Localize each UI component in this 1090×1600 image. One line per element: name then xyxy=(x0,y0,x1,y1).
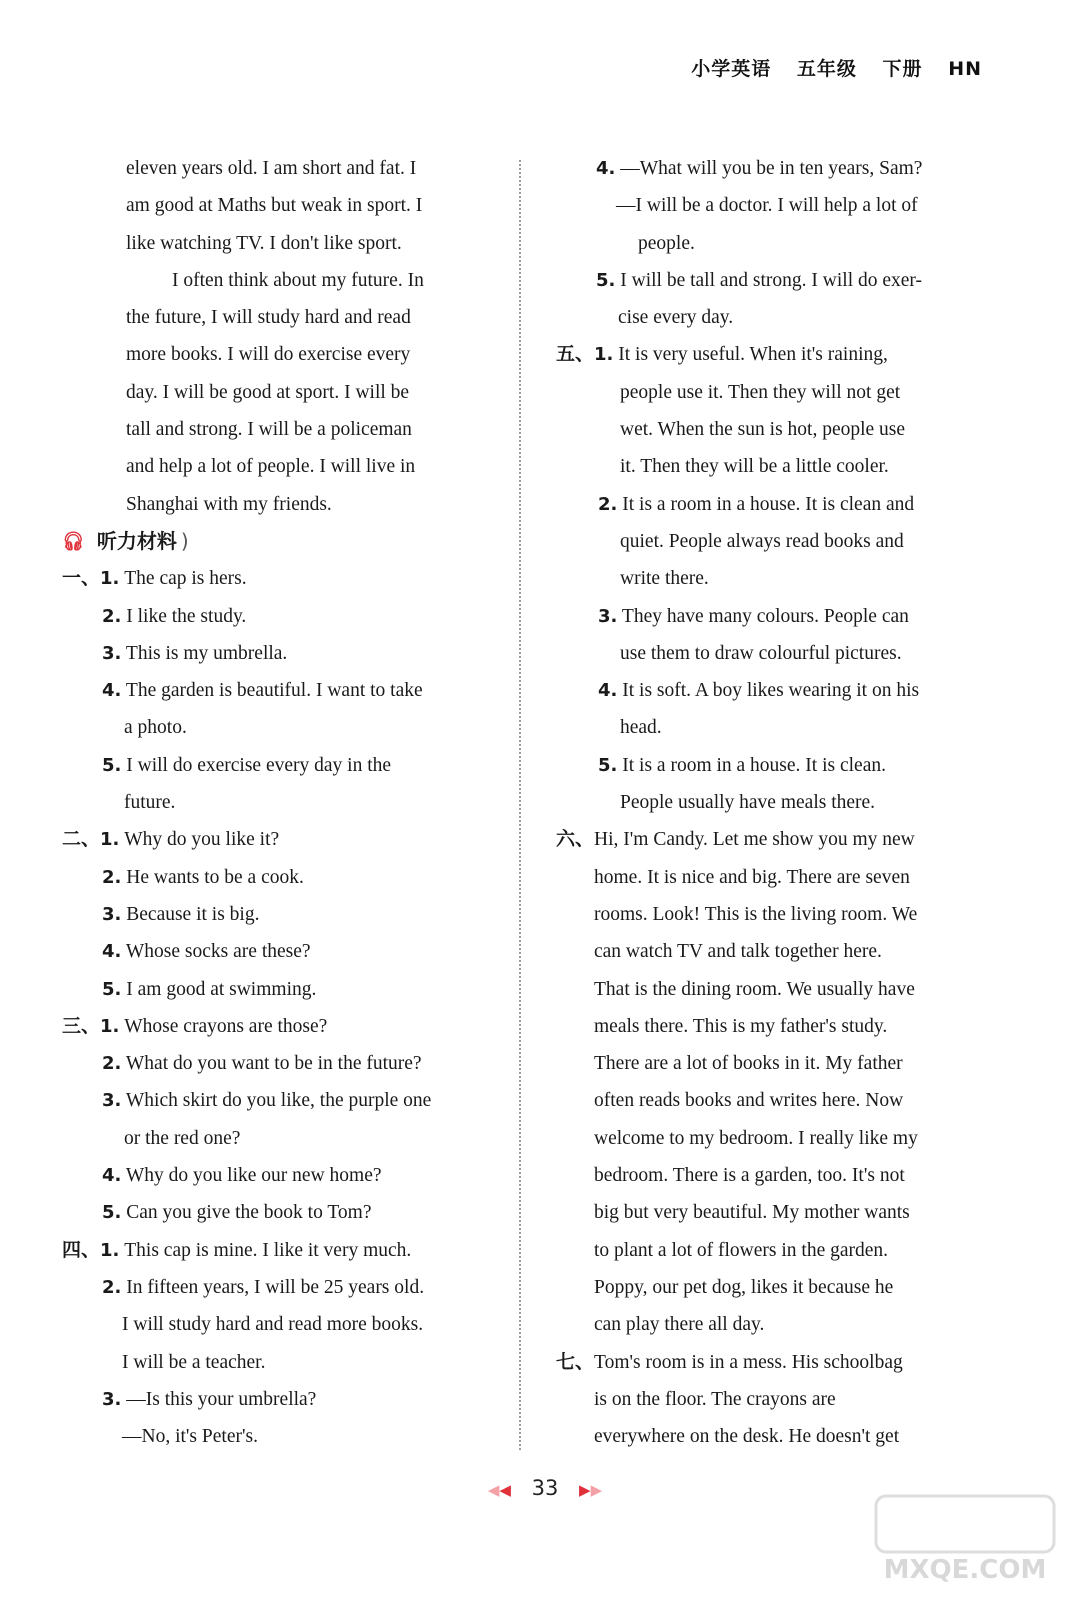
list-item: 4. It is soft. A boy likes wearing it on his xyxy=(598,680,920,702)
paragraph-line: bedroom. There is a garden, too. It's not xyxy=(594,1165,905,1187)
essay-line: tall and strong. I will be a policeman xyxy=(126,419,412,441)
header-edition: HN xyxy=(948,58,982,80)
header-grade: 五年级 xyxy=(796,58,857,80)
page-number: 33 xyxy=(531,1476,559,1500)
paragraph-line: often reads books and writes here. Now xyxy=(594,1090,904,1112)
watermark-logo xyxy=(870,1492,1060,1588)
list-item-continued: head. xyxy=(620,717,662,739)
list-item: 4. Why do you like our new home? xyxy=(102,1165,382,1187)
essay-line: more books. I will do exercise every xyxy=(126,344,411,366)
headphone-icon: 🎧︎ xyxy=(62,530,85,552)
list-item: 5. I will do exercise every day in the xyxy=(102,754,392,776)
list-item-continued: —No, it's Peter's. xyxy=(122,1426,258,1448)
list-item: 五、1. It is very useful. When it's raining, xyxy=(556,343,888,366)
header-volume: 下册 xyxy=(882,58,923,80)
essay-line: the future, I will study hard and read xyxy=(126,307,411,329)
list-item-continued: wet. When the sun is hot, people use xyxy=(620,419,906,441)
list-item: 3. This is my umbrella. xyxy=(102,642,288,664)
list-item-continued: —I will be a doctor. I will help a lot of xyxy=(616,195,918,217)
list-item-continued: people use it. Then they will not get xyxy=(620,381,901,403)
paragraph-line: 七、Tom's room is in a mess. His schoolbag xyxy=(556,1350,903,1373)
list-item: 3. —Is this your umbrella? xyxy=(102,1388,317,1410)
list-item: 4. —What will you be in ten years, Sam? xyxy=(596,158,923,179)
paragraph-line: That is the dining room. We usually have xyxy=(594,978,915,1000)
paragraph-line: welcome to my bedroom. I really like my xyxy=(594,1127,918,1149)
list-item-continued: I will be a teacher. xyxy=(122,1351,266,1373)
list-item-continued: quiet. People always read books and xyxy=(620,530,904,552)
essay-line: Shanghai with my friends. xyxy=(126,493,332,515)
paragraph-line: to plant a lot of flowers in the garden. xyxy=(594,1239,889,1261)
list-item: 二、1. Why do you like it? xyxy=(62,828,280,851)
list-item: 3. Because it is big. xyxy=(102,903,260,925)
list-item-continued: it. Then they will be a little cooler. xyxy=(620,456,889,478)
list-item: 2. In fifteen years, I will be 25 years old. xyxy=(102,1276,425,1298)
paragraph-line: can play there all day. xyxy=(594,1314,765,1336)
paragraph-line: home. It is nice and big. There are seven xyxy=(594,866,910,888)
list-item-continued: write there. xyxy=(620,568,709,590)
essay-line: I often think about my future. In xyxy=(172,269,424,291)
essay-line: day. I will be good at sport. I will be xyxy=(126,381,410,403)
list-item: 3. They have many colours. People can xyxy=(598,605,909,627)
page-header xyxy=(673,54,982,81)
right-column xyxy=(556,150,982,1455)
list-item: 2. I like the study. xyxy=(102,605,247,627)
list-item: 5. I am good at swimming. xyxy=(102,978,317,1000)
list-item: 4. Whose socks are these? xyxy=(102,941,311,963)
paragraph-line: can watch TV and talk together here. xyxy=(594,941,882,963)
list-item-continued: future. xyxy=(124,792,176,814)
list-item: 2. What do you want to be in the future? xyxy=(102,1053,422,1075)
essay-line: eleven years old. I am short and fat. I xyxy=(126,158,417,179)
list-item: 三、1. Whose crayons are those? xyxy=(62,1014,328,1037)
previous-page-icon[interactable]: ◀◀ xyxy=(487,1481,511,1499)
column-divider xyxy=(519,160,521,1450)
list-item-continued: use them to draw colourful pictures. xyxy=(620,642,902,664)
list-item: 2. He wants to be a cook. xyxy=(102,866,304,888)
paragraph-line: is on the floor. The crayons are xyxy=(594,1388,836,1410)
paragraph-line: rooms. Look! This is the living room. We xyxy=(594,903,918,925)
list-item: 5. I will be tall and strong. I will do exer- xyxy=(596,269,923,291)
page-footer xyxy=(0,1476,1090,1500)
list-item: 2. It is a room in a house. It is clean and xyxy=(598,493,915,515)
list-item-continued: cise every day. xyxy=(618,307,734,329)
listening-section-title: 🎧︎ 听力材料 ) xyxy=(62,523,490,560)
paragraph-line: 六、Hi, I'm Candy. Let me show you my new xyxy=(556,828,915,851)
paragraph-line: everywhere on the desk. He doesn't get xyxy=(594,1426,900,1448)
list-item: 一、1. The cap is hers. xyxy=(62,567,247,590)
paragraph-line: There are a lot of books in it. My father xyxy=(594,1053,903,1075)
paragraph-line: Poppy, our pet dog, likes it because he xyxy=(594,1276,894,1298)
paragraph-line: big but very beautiful. My mother wants xyxy=(594,1202,910,1224)
bracket-decoration: ) xyxy=(180,528,189,553)
list-item-continued: or the red one? xyxy=(124,1127,241,1149)
list-item-continued: I will study hard and read more books. xyxy=(122,1314,424,1336)
left-column xyxy=(62,150,490,1455)
list-item: 4. The garden is beautiful. I want to take xyxy=(102,680,423,702)
essay-line: and help a lot of people. I will live in xyxy=(126,456,416,478)
next-page-icon[interactable]: ▶▶ xyxy=(579,1481,603,1499)
watermark-text: MXQE.COM xyxy=(883,1555,1047,1585)
list-item-continued: a photo. xyxy=(124,717,187,739)
list-item-continued: people. xyxy=(638,232,695,254)
list-item: 5. Can you give the book to Tom? xyxy=(102,1202,372,1224)
list-item: 3. Which skirt do you like, the purple one xyxy=(102,1090,432,1112)
essay-line: like watching TV. I don't like sport. xyxy=(126,232,402,254)
list-item-continued: People usually have meals there. xyxy=(620,792,876,814)
paragraph-line: meals there. This is my father's study. xyxy=(594,1015,888,1037)
list-item: 5. It is a room in a house. It is clean. xyxy=(598,754,886,776)
list-item: 四、1. This cap is mine. I like it very much. xyxy=(62,1238,412,1261)
header-subject: 小学英语 xyxy=(691,58,772,80)
essay-line: am good at Maths but weak in sport. I xyxy=(126,195,423,217)
